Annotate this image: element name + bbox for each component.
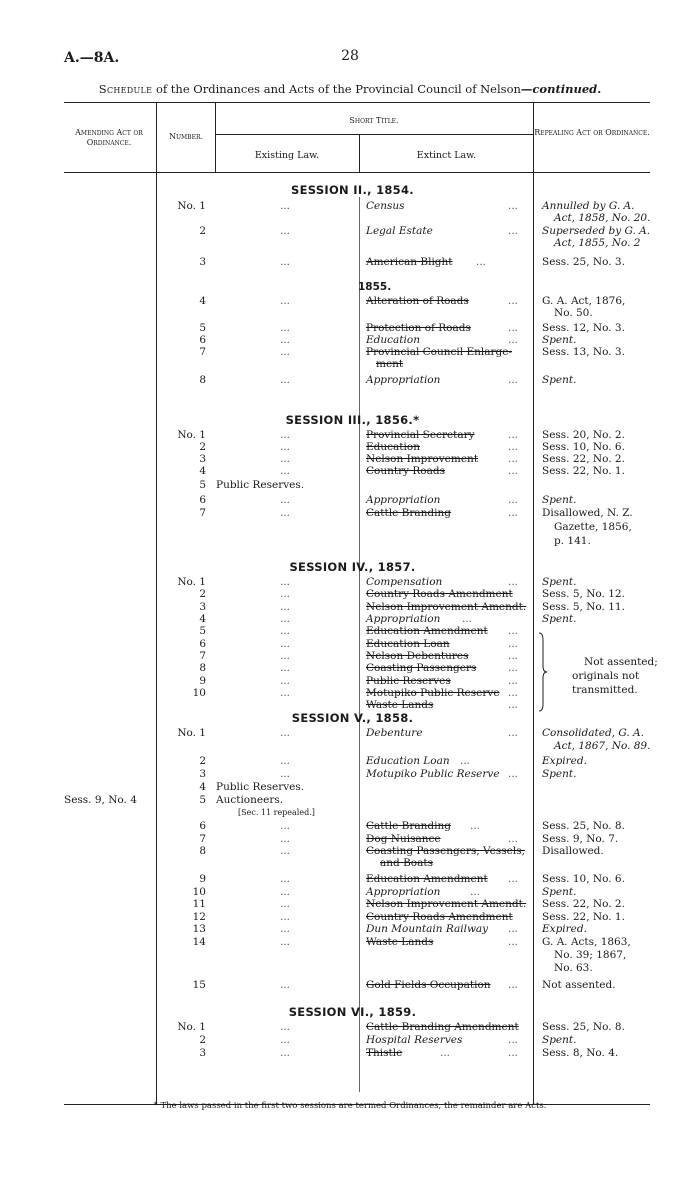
extinct-title: Dog Nuisance (366, 833, 441, 845)
dots: ... (280, 687, 291, 699)
repeal-ref: Sess. 12, No. 3. (542, 322, 625, 334)
dots: ... (280, 441, 291, 453)
row-number: 2 (199, 441, 206, 453)
repeal-ref: transmitted. (572, 684, 638, 696)
extinct-title: Cattle Branding Amendment (366, 1021, 519, 1033)
repeal-ref: Disallowed. (542, 845, 604, 857)
extinct-title: Education Amendment (366, 625, 488, 637)
extinct-title: Legal Estate (366, 225, 433, 237)
dots: ... (508, 979, 519, 991)
table-row-cont (0, 307, 700, 320)
row-number: 6 (199, 334, 206, 346)
table-row-cont (0, 949, 700, 962)
dots: ... (280, 1047, 291, 1059)
repeal-ref: No. 39; 1867, (554, 949, 627, 961)
page-title (0, 82, 700, 96)
title-continued: —continued. (520, 82, 602, 96)
session-heading: SESSION VI., 1859. (288, 1005, 417, 1019)
dots: ... (280, 613, 291, 625)
repeal-ref: No. 50. (554, 307, 593, 319)
row-number: 2 (199, 588, 206, 600)
repeal-ref: p. 141. (554, 535, 591, 547)
table-row (0, 755, 700, 768)
extinct-title: Education Amendment (366, 873, 488, 885)
extinct-title: Appropriation (366, 494, 441, 506)
row-number: No. 1 (177, 1021, 206, 1033)
row-number: 7 (199, 833, 206, 845)
repeal-ref: Sess. 25, No. 8. (542, 1021, 625, 1033)
row-number: 8 (199, 374, 206, 386)
dots: ... (508, 453, 519, 465)
dots: ... (280, 225, 291, 237)
repeal-ref: Act, 1867, No. 89. (554, 740, 651, 752)
dots: ... (280, 650, 291, 662)
dots: ... (508, 429, 519, 441)
extinct-title: Country Roads Amendment (366, 911, 513, 923)
dots: ... (280, 322, 291, 334)
page-number: 28 (341, 48, 359, 64)
repeal-ref: Sess. 22, No. 2. (542, 453, 625, 465)
table-row (0, 1021, 700, 1034)
extinct-title: Hospital Reserves (366, 1034, 463, 1046)
dots: ... (280, 256, 291, 268)
repeal-ref: Annulled by G. A. (542, 200, 635, 212)
repeal-ref: Sess. 22, No. 1. (542, 465, 625, 477)
row-number: 2 (199, 755, 206, 767)
dots: ... (280, 768, 291, 780)
repeal-ref: No. 63. (554, 962, 593, 974)
table-top-rule (64, 102, 650, 103)
repeal-ref: Sess. 13, No. 3. (542, 346, 625, 358)
dots: ... (508, 638, 519, 650)
row-number: 6 (199, 638, 206, 650)
dots: ... (508, 936, 519, 948)
repeal-ref: Sess. 20, No. 2. (542, 429, 625, 441)
dots: ... (280, 886, 291, 898)
dots: ... (280, 588, 291, 600)
row-number: 3 (199, 256, 206, 268)
amending-ref: Sess. 9, No. 4 (64, 794, 137, 806)
extinct-title: Education (366, 441, 420, 453)
table-row (0, 1047, 700, 1060)
row-number: 2 (199, 1034, 206, 1046)
row-number: 7 (199, 507, 206, 519)
extinct-title: and Boats (380, 857, 433, 869)
dots: ... (508, 465, 519, 477)
table-row (0, 898, 700, 911)
extinct-title: Waste Lands (366, 699, 434, 711)
dots: ... (476, 256, 487, 268)
table-row-cont (0, 535, 700, 548)
dots: ... (508, 687, 519, 699)
extinct-title: Thistle (366, 1047, 403, 1059)
dots: ... (508, 1047, 519, 1059)
table-row-cont (0, 740, 700, 753)
extinct-title: Country Roads Amendment (366, 588, 513, 600)
col-repealing: Repealing Act or Ordinance. (534, 128, 650, 137)
repeal-ref: Act, 1855, No. 2 (554, 237, 641, 249)
dots: ... (280, 873, 291, 885)
extinct-title: Motupiko Public Reserve (366, 687, 500, 699)
row-number: 4 (199, 295, 206, 307)
repeal-ref: Expired. (542, 755, 587, 767)
table-row (0, 873, 700, 886)
extinct-title: Coasting Passengers (366, 662, 477, 674)
col-divider-2 (215, 102, 216, 172)
row-number: 11 (192, 898, 206, 910)
dots: ... (508, 662, 519, 674)
dots: ... (508, 374, 519, 386)
row-number: No. 1 (177, 727, 206, 739)
dots: ... (280, 625, 291, 637)
table-row (0, 507, 700, 520)
dots: ... (280, 507, 291, 519)
dots: ... (280, 494, 291, 506)
dots: ... (280, 898, 291, 910)
footnote: * The laws passed in the first two sessions are termed Ordinances, the remainder are Acts. (153, 1101, 547, 1111)
table-row-cont (0, 358, 700, 371)
extinct-title: Public Reserves (366, 675, 451, 687)
col-extinct: Extinct Law. (416, 150, 477, 161)
table-row-cont (0, 857, 700, 870)
title-text: of the Ordinances and Acts of the Provincial Council of Nelson (155, 82, 521, 96)
repeal-ref: Spent. (542, 768, 577, 780)
dots: ... (508, 768, 519, 780)
dots: ... (508, 727, 519, 739)
repeal-ref: Sess. 25, No. 8. (542, 820, 625, 832)
extinct-title: Appropriation (366, 613, 441, 625)
extinct-title: Alteration of Roads (366, 295, 469, 307)
row-number: 8 (199, 845, 206, 857)
extinct-title: Coasting Passengers, Vessels, (366, 845, 525, 857)
extinct-title: Cattle Branding (366, 507, 451, 519)
row-number: 9 (199, 873, 206, 885)
repeal-ref: Disallowed, N. Z. (542, 507, 633, 519)
row-number: 6 (199, 494, 206, 506)
table-row (0, 1034, 700, 1047)
dots: ... (280, 429, 291, 441)
dots: ... (280, 1021, 291, 1033)
dots: ... (470, 820, 481, 832)
row-number: No. 1 (177, 576, 206, 588)
dots: ... (508, 650, 519, 662)
extinct-title: Debenture (366, 727, 423, 739)
existing-title: Public Reserves. (216, 479, 305, 491)
extinct-title: Waste Lands (366, 936, 434, 948)
table-row-note (0, 806, 700, 819)
row-number: 8 (199, 662, 206, 674)
extinct-title: Appropriation (366, 374, 441, 386)
table-row (0, 979, 700, 992)
row-number: 4 (199, 781, 206, 793)
dots: ... (280, 675, 291, 687)
page-reference: A.—8A. (64, 50, 120, 66)
table-row (0, 936, 700, 949)
dots: ... (460, 755, 471, 767)
table-row-note (0, 684, 700, 697)
extinct-title: Appropriation (366, 886, 441, 898)
repeal-ref: Sess. 10, No. 6. (542, 873, 625, 885)
extinct-title: Census (366, 200, 405, 212)
dots: ... (280, 911, 291, 923)
dots: ... (280, 923, 291, 935)
extinct-title: American Blight (366, 256, 453, 268)
repeal-ref: Spent. (542, 494, 577, 506)
table-row (0, 781, 700, 794)
dots: ... (280, 979, 291, 991)
dots: ... (440, 1047, 451, 1059)
col-number: Number. (168, 132, 204, 141)
col-existing: Existing Law. (254, 150, 320, 161)
row-number: 3 (199, 453, 206, 465)
row-number: 3 (199, 1047, 206, 1059)
row-number: 10 (192, 687, 206, 699)
repeal-ref: Not assented. (542, 979, 616, 991)
row-number: 13 (192, 923, 206, 935)
table-row (0, 479, 700, 492)
repeal-ref: Sess. 25, No. 3. (542, 256, 625, 268)
table-row-note (0, 656, 700, 669)
table-row-note (0, 670, 700, 683)
short-title-rule (215, 134, 533, 135)
session-heading: SESSION IV., 1857. (289, 560, 416, 574)
dots: ... (508, 441, 519, 453)
row-number: 5 (199, 479, 206, 491)
repeal-ref: Consolidated, G. A. (542, 727, 644, 739)
repeal-ref: Spent. (542, 886, 577, 898)
dots: ... (280, 200, 291, 212)
dots: ... (280, 936, 291, 948)
dots: ... (508, 1034, 519, 1046)
repeal-ref: Sess. 5, No. 11. (542, 601, 625, 613)
extinct-title: Education Loan (366, 755, 450, 767)
repeal-ref: Spent. (542, 374, 577, 386)
repeal-ref: Sess. 10, No. 6. (542, 441, 625, 453)
row-number: No. 1 (177, 200, 206, 212)
dots: ... (280, 374, 291, 386)
dots: ... (508, 675, 519, 687)
col-amending: Amending Act or Ordinance. (75, 128, 143, 147)
session-heading: SESSION III., 1856.* (285, 413, 420, 427)
row-number: 9 (199, 675, 206, 687)
dots: ... (508, 200, 519, 212)
repeal-ref: Expired. (542, 923, 587, 935)
extinct-title: Motupiko Public Reserve (366, 768, 500, 780)
existing-title: Public Reserves. (216, 781, 305, 793)
table-row-cont (0, 237, 700, 250)
session-heading: SESSION V., 1858. (291, 711, 414, 725)
dots: ... (280, 465, 291, 477)
extinct-title: ment (376, 358, 404, 370)
dots: ... (280, 1034, 291, 1046)
table-row (0, 494, 700, 507)
dots: ... (280, 346, 291, 358)
dots: ... (508, 507, 519, 519)
row-number: 3 (199, 768, 206, 780)
dots: ... (280, 601, 291, 613)
table-row (0, 820, 700, 833)
dots: ... (280, 845, 291, 857)
repeal-ref: Sess. 8, No. 4. (542, 1047, 619, 1059)
row-number: 5 (199, 794, 206, 806)
repeal-ref: Act, 1858, No. 20. (554, 212, 651, 224)
repeal-ref: Spent. (542, 1034, 577, 1046)
repeal-ref: Not assented; (584, 656, 658, 668)
extinct-title: Dun Mountain Railway (366, 923, 489, 935)
extinct-title: Nelson Improvement Amendt. (366, 601, 527, 613)
dots: ... (508, 873, 519, 885)
dots: ... (508, 576, 519, 588)
table-row-cont (0, 521, 700, 534)
row-number: 7 (199, 346, 206, 358)
repeal-ref: G. A. Acts, 1863, (542, 936, 631, 948)
row-number: 14 (192, 936, 206, 948)
dots: ... (280, 576, 291, 588)
dots: ... (280, 295, 291, 307)
extinct-title: Cattle Branding (366, 820, 451, 832)
row-number: No. 1 (177, 429, 206, 441)
repeal-ref: Spent. (542, 334, 577, 346)
dots: ... (280, 334, 291, 346)
repeal-ref: Spent. (542, 576, 577, 588)
table-row (0, 465, 700, 478)
dots: ... (280, 833, 291, 845)
repeal-ref: Sess. 22, No. 2. (542, 898, 625, 910)
dots: ... (508, 225, 519, 237)
row-number: 6 (199, 820, 206, 832)
year-heading: 1855. (358, 281, 392, 293)
table-row-cont (0, 212, 700, 225)
extinct-title: Provincial Council Enlarge- (366, 346, 513, 358)
extinct-title: Nelson Improvement (366, 453, 479, 465)
existing-title: Auctioneers. (216, 794, 284, 806)
row-number: 5 (199, 625, 206, 637)
table-row (0, 727, 700, 740)
table-row (0, 256, 700, 269)
title-schedule: Schedule (98, 82, 153, 96)
dots: ... (508, 699, 519, 711)
row-number: 7 (199, 650, 206, 662)
extinct-title: Education (366, 334, 420, 346)
repeal-ref: originals not (572, 670, 640, 682)
section-note: [Sec. 11 repealed.] (238, 808, 315, 817)
repeal-ref: Spent. (542, 613, 577, 625)
dots: ... (280, 638, 291, 650)
dots: ... (508, 334, 519, 346)
table-row-cont (0, 962, 700, 975)
row-number: 10 (192, 886, 206, 898)
extinct-title: Gold Fields Occupation (366, 979, 491, 991)
extinct-title: Protection of Roads (366, 322, 471, 334)
repeal-ref: G. A. Act, 1876, (542, 295, 626, 307)
dots: ... (462, 613, 473, 625)
row-number: 2 (199, 225, 206, 237)
row-number: 4 (199, 465, 206, 477)
header-bottom-rule (64, 172, 650, 173)
extinct-title: Nelson Improvement Amendt. (366, 898, 527, 910)
dots: ... (508, 923, 519, 935)
dots: ... (280, 820, 291, 832)
dots: ... (280, 755, 291, 767)
row-number: 3 (199, 601, 206, 613)
extinct-title: Nelson Debentures (366, 650, 469, 662)
extinct-title: Compensation (366, 576, 443, 588)
repeal-ref: Sess. 22, No. 1. (542, 911, 625, 923)
extinct-title: Education Loan (366, 638, 450, 650)
repeal-ref: Sess. 5, No. 12. (542, 588, 625, 600)
row-number: 5 (199, 322, 206, 334)
row-number: 4 (199, 613, 206, 625)
dots: ... (508, 833, 519, 845)
extinct-title: Country Roads (366, 465, 445, 477)
repeal-ref: Gazette, 1856, (554, 521, 632, 533)
dots: ... (470, 886, 481, 898)
col-short-title: Short Title. (349, 116, 399, 125)
dots: ... (280, 662, 291, 674)
dots: ... (508, 295, 519, 307)
repeal-ref: Sess. 9, No. 7. (542, 833, 619, 845)
dots: ... (508, 625, 519, 637)
repeal-ref: Superseded by G. A. (542, 225, 651, 237)
dots: ... (280, 727, 291, 739)
table-row (0, 374, 700, 387)
table-row (0, 588, 700, 601)
extinct-title: Provincial Secretary (366, 429, 475, 441)
table-row (0, 923, 700, 936)
dots: ... (508, 322, 519, 334)
dots: ... (280, 453, 291, 465)
row-number: 15 (192, 979, 206, 991)
session-heading: SESSION II., 1854. (291, 183, 414, 197)
row-number: 12 (192, 911, 206, 923)
table-row (0, 768, 700, 781)
dots: ... (508, 494, 519, 506)
table-row (0, 625, 700, 638)
